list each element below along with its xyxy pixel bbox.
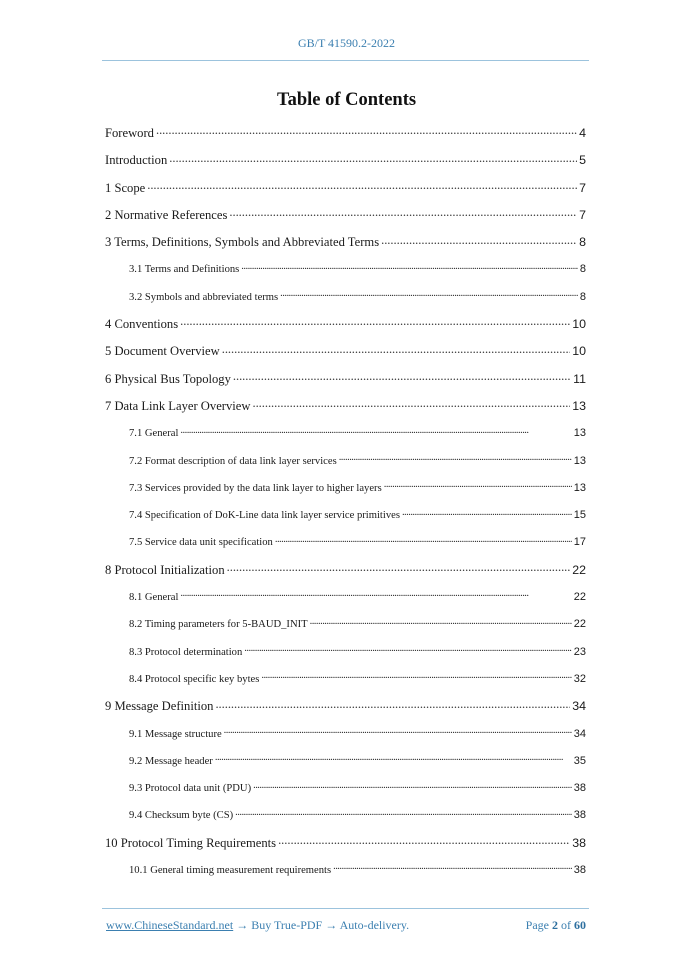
toc-entry-label: 7.2 Format description of data link layer services xyxy=(129,455,337,467)
toc-subentry[interactable] xyxy=(105,748,586,775)
dot-leader xyxy=(147,179,577,192)
toc-entry-page: 10 xyxy=(572,317,586,332)
dot-leader xyxy=(180,315,570,328)
toc-entry[interactable] xyxy=(105,393,586,420)
toc-entry-label: 9 Message Definition xyxy=(105,699,214,714)
header-divider xyxy=(102,60,589,61)
page-of: of xyxy=(558,918,574,932)
dot-leader xyxy=(310,617,572,628)
toc-entry-page: 23 xyxy=(573,645,586,658)
toc-entry-page: 7 xyxy=(579,207,586,222)
toc-entry-page: 38 xyxy=(573,782,586,795)
toc-entry-page: 34 xyxy=(572,699,586,714)
dot-leader xyxy=(180,426,571,437)
dot-leader xyxy=(180,589,571,600)
toc-entry[interactable] xyxy=(105,229,586,256)
dot-leader xyxy=(233,370,571,383)
toc-entry-label: 9.3 Protocol data unit (PDU) xyxy=(129,783,252,795)
toc-entry-label: 8.2 Timing parameters for 5-BAUD_INIT xyxy=(129,619,308,631)
toc-entry-page: 15 xyxy=(573,509,586,522)
toc-subentry[interactable] xyxy=(105,721,586,748)
toc-entry-page: 13 xyxy=(573,427,586,440)
toc-entry[interactable] xyxy=(105,557,586,584)
document-header xyxy=(0,36,693,51)
toc-entry-page: 4 xyxy=(579,126,586,140)
page-current: 2 xyxy=(552,918,558,932)
toc-entry-page: 13 xyxy=(572,398,586,413)
toc-entry[interactable] xyxy=(105,366,586,393)
dot-leader xyxy=(381,234,577,247)
toc-subentry[interactable] xyxy=(105,857,586,884)
toc-entry-label: 3 Terms, Definitions, Symbols and Abbreviated Terms xyxy=(105,235,380,250)
dot-leader xyxy=(156,124,577,137)
toc-entry-page: 11 xyxy=(573,371,586,386)
toc-entry-label: 9.4 Checksum byte (CS) xyxy=(129,810,234,822)
toc-entry-label: 1 Scope xyxy=(105,180,146,195)
dot-leader xyxy=(229,206,577,219)
dot-leader xyxy=(384,480,572,491)
toc-entry[interactable] xyxy=(105,338,586,365)
dot-leader xyxy=(215,753,572,764)
toc-entry-label: 7.3 Services provided by the data link layer to higher layers xyxy=(129,482,382,494)
toc-subentry[interactable] xyxy=(105,475,586,502)
toc-subentry[interactable] xyxy=(105,584,586,611)
toc-entry-page: 17 xyxy=(573,536,586,549)
toc-entry-page: 22 xyxy=(573,591,586,604)
toc-entry-page: 38 xyxy=(573,864,586,877)
footer-divider xyxy=(102,908,589,909)
toc-entry-label: 5 Document Overview xyxy=(105,344,220,359)
toc-subentry[interactable] xyxy=(105,448,586,475)
toc-entry[interactable] xyxy=(105,311,586,338)
toc-entry-page: 32 xyxy=(573,672,586,685)
toc-entry-page: 22 xyxy=(573,618,586,631)
toc-subentry[interactable] xyxy=(105,802,586,829)
dot-leader xyxy=(253,781,572,792)
toc-entry-page: 13 xyxy=(573,481,586,494)
toc-subentry[interactable] xyxy=(105,502,586,529)
toc-subentry[interactable] xyxy=(105,775,586,802)
toc-entry-label: 3.1 Terms and Definitions xyxy=(129,264,240,276)
dot-leader xyxy=(224,726,572,737)
toc-entry-page: 13 xyxy=(573,454,586,467)
toc-subentry[interactable] xyxy=(105,256,586,283)
toc-entry-label: 4 Conventions xyxy=(105,317,179,332)
dot-leader xyxy=(252,397,570,410)
table-of-contents xyxy=(105,120,586,884)
toc-entry-label: 2 Normative References xyxy=(105,207,228,222)
website-link[interactable]: www.ChineseStandard.net xyxy=(106,918,234,932)
document-id: GB/T 41590.2-2022 xyxy=(297,36,396,50)
toc-entry-label: 6 Physical Bus Topology xyxy=(105,371,231,386)
dot-leader xyxy=(333,862,572,873)
document-footer xyxy=(106,918,586,933)
toc-subentry[interactable] xyxy=(105,666,586,693)
toc-subentry[interactable] xyxy=(105,529,586,556)
dot-leader xyxy=(215,698,570,711)
page-indicator xyxy=(526,918,586,933)
dot-leader xyxy=(227,561,571,574)
dot-leader xyxy=(235,808,572,819)
dot-leader xyxy=(278,834,570,847)
toc-entry-label: 10.1 General timing measurement requirements xyxy=(129,865,332,877)
toc-entry[interactable] xyxy=(105,693,586,720)
toc-entry[interactable] xyxy=(105,830,586,857)
toc-entry-label: 9.1 Message structure xyxy=(129,728,222,740)
dot-leader xyxy=(402,508,572,519)
dot-leader xyxy=(169,152,577,165)
toc-subentry[interactable] xyxy=(105,639,586,666)
toc-entry-label: 8.4 Protocol specific key bytes xyxy=(129,673,260,685)
toc-entry-label: 8 Protocol Initialization xyxy=(105,562,225,577)
toc-entry[interactable] xyxy=(105,175,586,202)
toc-entry-page: 38 xyxy=(573,809,586,822)
footer-promo xyxy=(106,918,409,933)
toc-entry-page: 22 xyxy=(572,562,586,577)
dot-leader xyxy=(241,262,578,273)
promo-text: → Buy True-PDF → Auto-delivery. xyxy=(233,918,410,932)
toc-entry-label: 7.5 Service data unit specification xyxy=(129,537,273,549)
page-prefix: Page xyxy=(525,918,552,932)
dot-leader xyxy=(280,289,578,300)
toc-entry-label: 3.2 Symbols and abbreviated terms xyxy=(129,291,279,303)
toc-subentry[interactable] xyxy=(105,284,586,311)
toc-entry-page: 8 xyxy=(579,235,586,250)
toc-entry-page: 8 xyxy=(579,263,586,276)
dot-leader xyxy=(244,644,571,655)
toc-entry-label: 8.3 Protocol determination xyxy=(129,646,243,658)
dot-leader xyxy=(261,671,571,682)
toc-entry-page: 10 xyxy=(572,344,586,359)
toc-entry-page: 38 xyxy=(572,835,586,850)
toc-entry-label: Foreword xyxy=(105,126,154,140)
toc-entry[interactable] xyxy=(105,147,586,174)
toc-entry-page: 8 xyxy=(579,290,586,303)
toc-subentry[interactable] xyxy=(105,420,586,447)
toc-entry-label: 10 Protocol Timing Requirements xyxy=(105,835,277,850)
toc-entry-label: 9.2 Message header xyxy=(129,755,213,767)
toc-entry-page: 35 xyxy=(573,754,586,767)
toc-entry-page: 34 xyxy=(573,727,586,740)
toc-entry-label: 7.1 General xyxy=(129,428,179,440)
toc-entry-page: 5 xyxy=(579,153,586,168)
toc-subentry[interactable] xyxy=(105,611,586,638)
dot-leader xyxy=(222,343,570,356)
dot-leader xyxy=(275,535,572,546)
toc-entry-label: 7 Data Link Layer Overview xyxy=(105,398,251,413)
toc-entry-page: 7 xyxy=(579,180,586,195)
toc-entry[interactable] xyxy=(105,202,586,229)
toc-entry-label: 8.1 General xyxy=(129,592,179,604)
toc-entry-label: 7.4 Specification of DoK-Line data link layer service primitives xyxy=(129,510,400,522)
toc-entry[interactable] xyxy=(105,120,586,147)
page-title: Table of Contents xyxy=(276,90,417,110)
page-total: 60 xyxy=(574,918,586,932)
dot-leader xyxy=(339,453,572,464)
toc-entry-label: Introduction xyxy=(105,153,168,168)
